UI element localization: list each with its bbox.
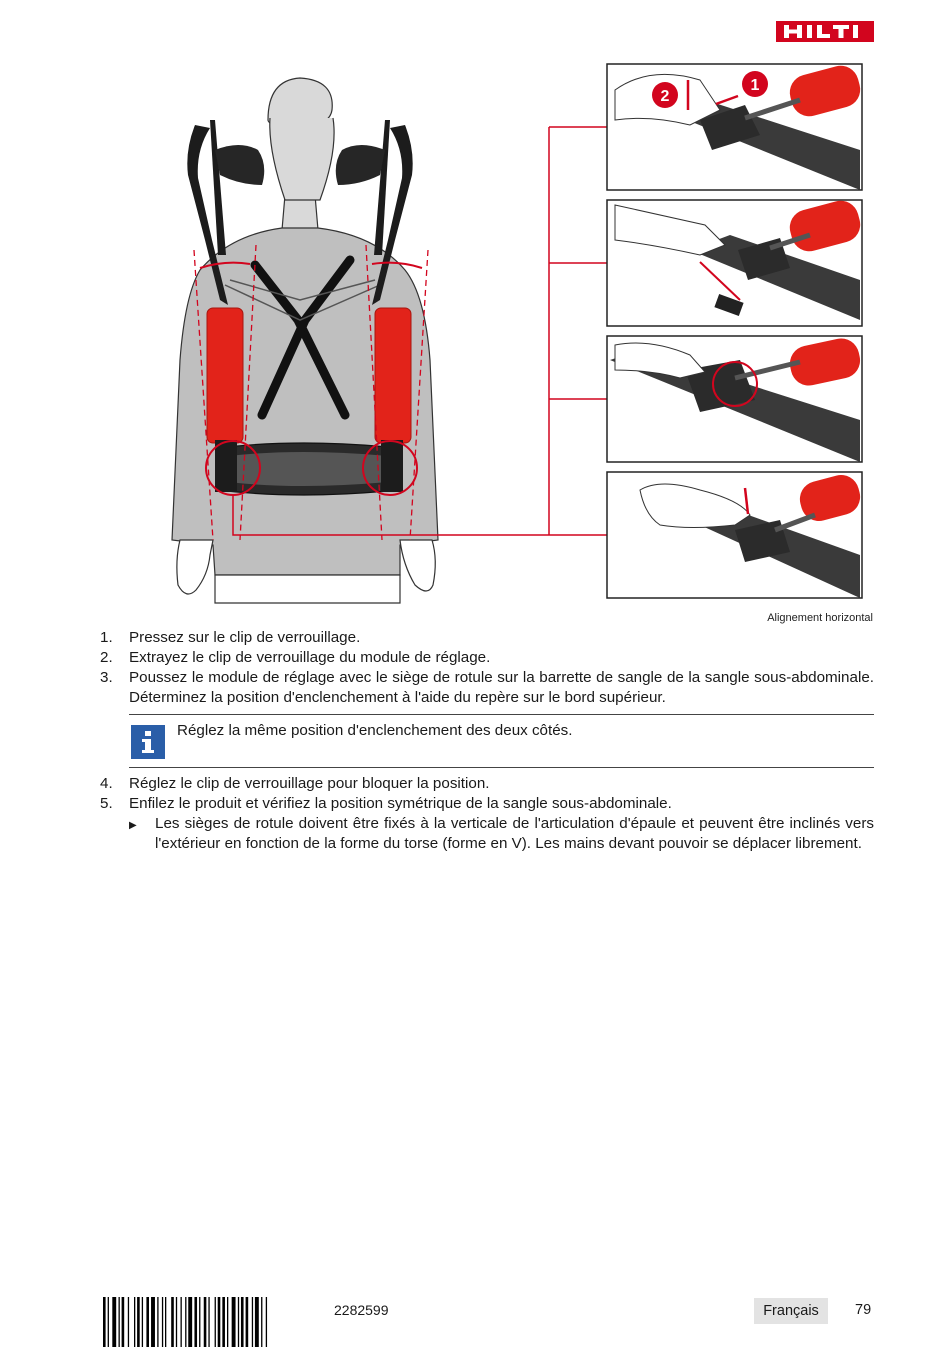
step-number: 4. [100,775,113,792]
detail-panel-4 [607,471,864,598]
step-text: Extrayez le clip de verrouillage du module de réglage. [129,649,491,666]
harness-illustration [0,0,950,620]
detail-panel-1 [607,62,864,190]
result-text: Les sièges de rotule doivent être fixés à la verticale de l'articulation d'épaule et peuvent être inclinés vers l'extérieur en fonction de la forme du torse (forme en V). Les mains devant pouvoir se déplacer librement. [155,815,874,852]
step-number: 3. [100,669,113,686]
step-3 [100,668,874,708]
step-5 [100,794,874,814]
callout-1: 1 [750,77,760,94]
step-number: 2. [100,649,113,666]
info-icon [131,725,165,759]
document-number: 2282599 [334,1302,389,1318]
figure-caption: Alignement horizontal [767,612,873,624]
detail-panel-2 [607,197,864,326]
info-note [129,714,874,768]
step-text: Poussez le module de réglage avec le siège de rotule sur la barrette de sangle de la sangle sous-abdominale. Déterminez la position d'enclenchement à l'aide du repère sur le bord supérieur. [129,669,874,706]
step-number: 5. [100,795,113,812]
step-2 [100,648,874,668]
detail-panel-3 [607,335,863,462]
step-text: Réglez le clip de verrouillage pour bloquer la position. [129,775,490,792]
callout-2: 2 [660,88,670,105]
result-item [129,814,874,854]
step-text: Enfilez le produit et vérifiez la position symétrique de la sangle sous-abdominale. [129,795,672,812]
language-label: Français [754,1298,828,1324]
page-number: 79 [855,1302,872,1318]
barcode [103,1297,323,1347]
step-4 [100,774,874,794]
step-number: 1. [100,629,113,646]
result-marker: ▶ [129,820,137,831]
step-text: Pressez sur le clip de verrouillage. [129,629,361,646]
instruction-steps [100,628,874,854]
note-text: Réglez la même position d'enclenchement des deux côtés. [177,722,573,739]
step-1 [100,628,874,648]
